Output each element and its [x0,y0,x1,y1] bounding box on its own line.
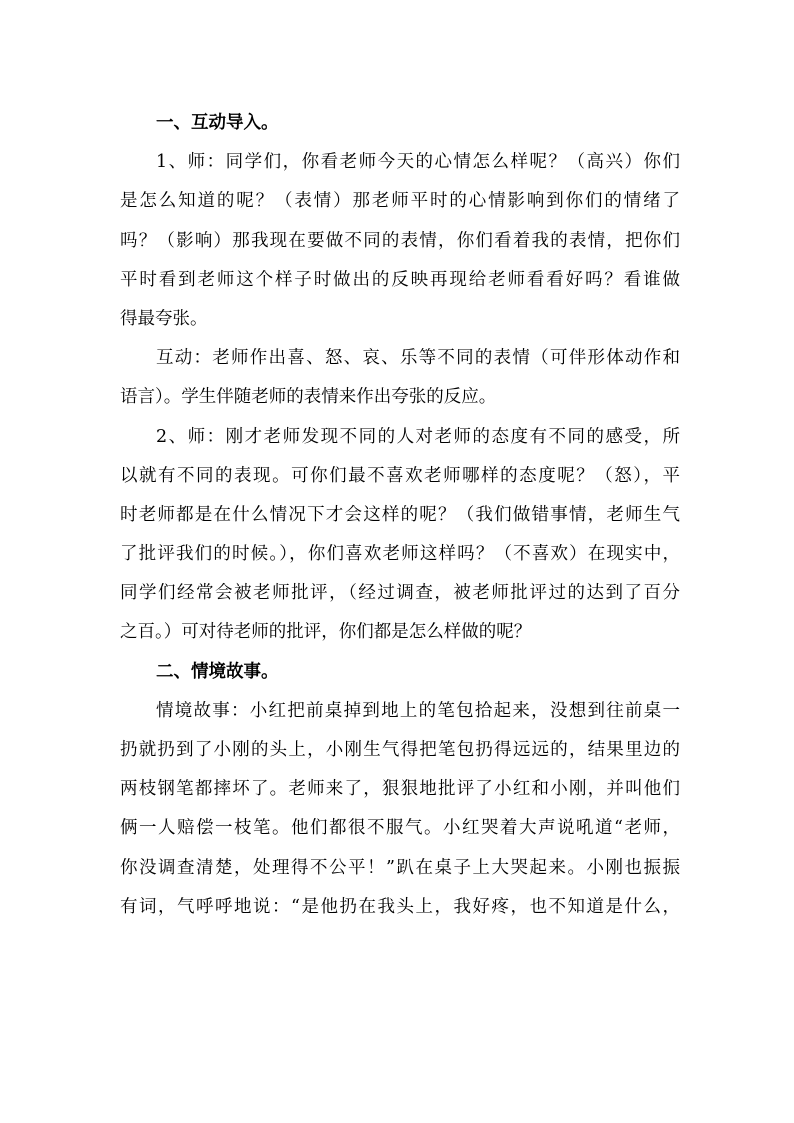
text-line: 两枝钢笔都摔坏了。老师来了，狠狠地批评了小红和小刚，并叫他们 [120,779,680,800]
text-line: 得最夸张。 [120,308,208,329]
text-line: 以就有不同的表现。可你们最不喜欢老师哪样的态度呢？（怒），平 [120,465,680,486]
text-line: 同学们经常会被老师批评，（经过调查，被老师批评过的达到了百分 [120,583,680,604]
text-line: 时老师都是在什么情况下才会这样的呢？（我们做错事情，老师生气 [120,504,680,525]
text-line: 有词，气呼呼地说：“是他扔在我头上，我好疼，也不知道是什么， [120,896,680,917]
text-line: 之百。）可对待老师的批评，你们都是怎么样做的呢？ [120,622,532,643]
section-heading-2: 二、情境故事。 [156,661,279,682]
text-line: 语言）。学生伴随老师的表情来作出夸张的反应。 [120,387,497,408]
document-body [120,104,680,927]
paragraph-teacher-mood [120,143,680,339]
text-line: 扔就扔到了小刚的头上，小刚生气得把笔包扔得远远的，结果里边的 [120,740,680,760]
text-line: 1、师：同学们，你看老师今天的心情怎么样呢？（高兴）你们 [156,152,680,173]
text-line: 了批评我们的时候。），你们喜欢老师这样吗？（不喜欢）在现实中， [120,544,680,565]
text-line: 互动：老师作出喜、怒、哀、乐等不同的表情（可伴形体动作和 [156,348,680,369]
paragraph-teacher-criticism [120,418,680,653]
text-line: 情境故事：小红把前桌掉到地上的笔包拾起来，没想到往前桌一 [156,700,680,721]
paragraph-story [120,692,680,927]
text-line: 是怎么知道的呢？（表情）那老师平时的心情影响到你们的情绪了 [120,191,680,212]
text-line: 吗？（影响）那我现在要做不同的表情，你们看着我的表情，把你们 [120,230,680,251]
text-line: 2、师：刚才老师发现不同的人对老师的态度有不同的感受，所 [156,426,680,447]
paragraph-interaction [120,339,680,417]
text-line: 你没调查清楚，处理得不公平！”趴在桌子上大哭起来。小刚也振振 [120,857,680,878]
section-heading-1: 一、互动导入。 [156,113,279,133]
text-line: 平时看到老师这个样子时做出的反映再现给老师看看好吗？看谁做 [120,269,680,290]
text-line: 俩一人赔偿一枝笔。他们都很不服气。小红哭着大声说吼道“老师， [120,818,680,839]
